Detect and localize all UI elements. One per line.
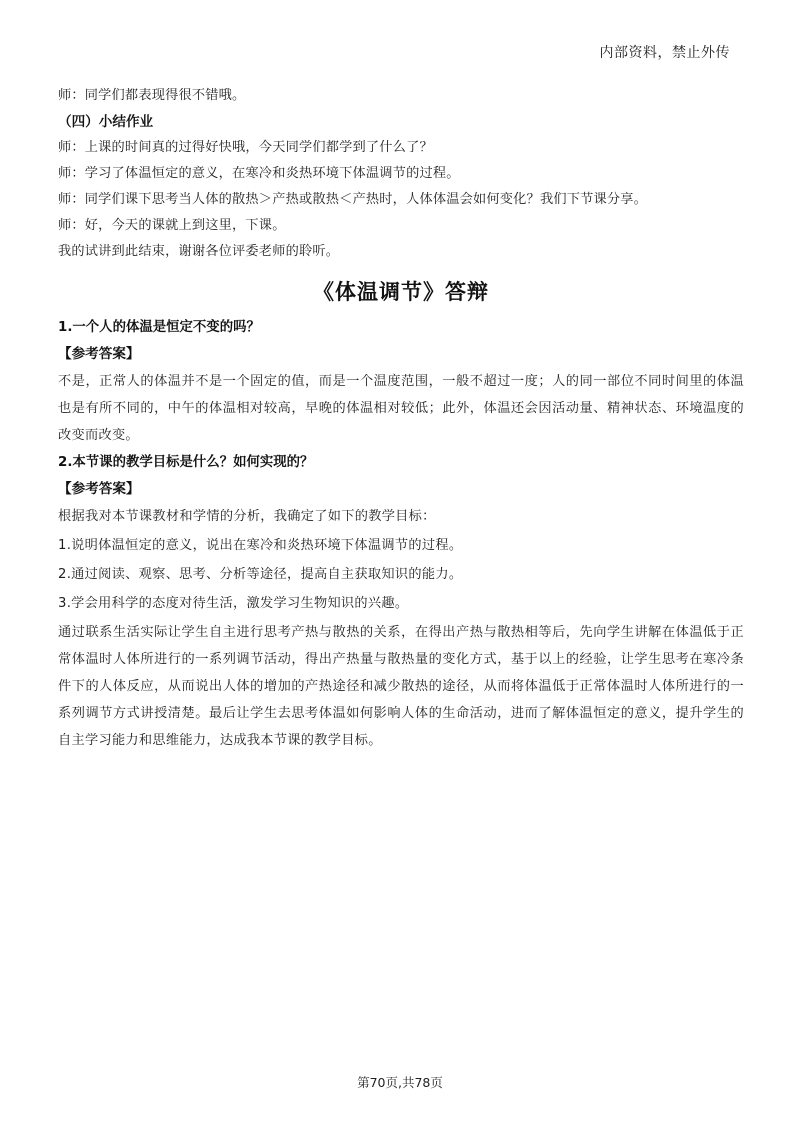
answer-label: 【参考答案】 [58,346,140,362]
teacher-line: 师：同学们课下思考当人体的散热＞产热或散热＜产热时，人体体温会如何变化？我们下节课分享。 [58,192,648,207]
answer-label: 【参考答案】 [58,481,140,497]
answer-2-intro: 根据我对本节课教材和学情的分析，我确定了如下的教学目标： [58,509,436,524]
confidential-note: 内部资料，禁止外传 [599,45,730,61]
closing-remark: 我的试讲到此结束，谢谢各位评委老师的聆听。 [58,244,340,259]
question-2: 2.本节课的教学目标是什么？如何实现的？ [58,455,314,470]
teaching-goal-item: 1.说明体温恒定的意义，说出在寒冷和炎热环境下体温调节的过程。 [58,538,463,553]
teacher-line: 师：好，今天的课就上到这里，下课。 [58,218,286,233]
question-1-block [58,316,744,449]
teaching-goal-item: 3.学会用科学的态度对待生活，激发学习生物知识的兴趣。 [58,596,409,611]
teacher-line: 师：同学们都表现得很不错哦。 [58,88,246,103]
question-1: 1.一个人的体温是恒定不变的吗？ [58,320,260,335]
page-number: 第70页,共78页 [357,1075,443,1090]
section-heading-summary: （四）小结作业 [58,114,154,130]
answer-1-text: 不是，正常人的体温并不是一个固定的值，而是一个温度范围，一般不超过一度；人的同一部位不同时间里的体温也是有所不同的，中午的体温相对较高，早晚的体温相对较低；此外，体温还会因活动量、精神状态、环境温度的改变而改变。 [58,374,744,443]
answer-2-method: 通过联系生活实际让学生自主进行思考产热与散热的关系，在得出产热与散热相等后，先向学生讲解在体温低于正常体温时人体所进行的一系列调节活动，得出产热量与散热量的变化方式，基于以上的经验，让学生思考在寒冷条件下的人体反应，从而说出人体的增加的产热途径和减少散热的途径，从而将体温低于正常体温时人体所进行的一系列调节方式讲授清楚。最后让学生去思考体温如何影响人体的生命活动，进而了解体温恒定的意义，提升学生的自主学习能力和思维能力，达成我本节课的教学目标。 [58,625,744,748]
teaching-goal-item: 2.通过阅读、观察、思考、分析等途径，提高自主获取知识的能力。 [58,567,463,582]
defense-title: 《体温调节》答辩 [313,280,489,304]
page-content [58,84,744,756]
teacher-line: 师：学习了体温恒定的意义，在寒冷和炎热环境下体温调节的过程。 [58,166,460,181]
lesson-closing-section [58,84,744,264]
teacher-line: 师：上课的时间真的过得好快哦，今天同学们都学到了什么了？ [58,140,433,155]
question-2-block [58,451,744,754]
